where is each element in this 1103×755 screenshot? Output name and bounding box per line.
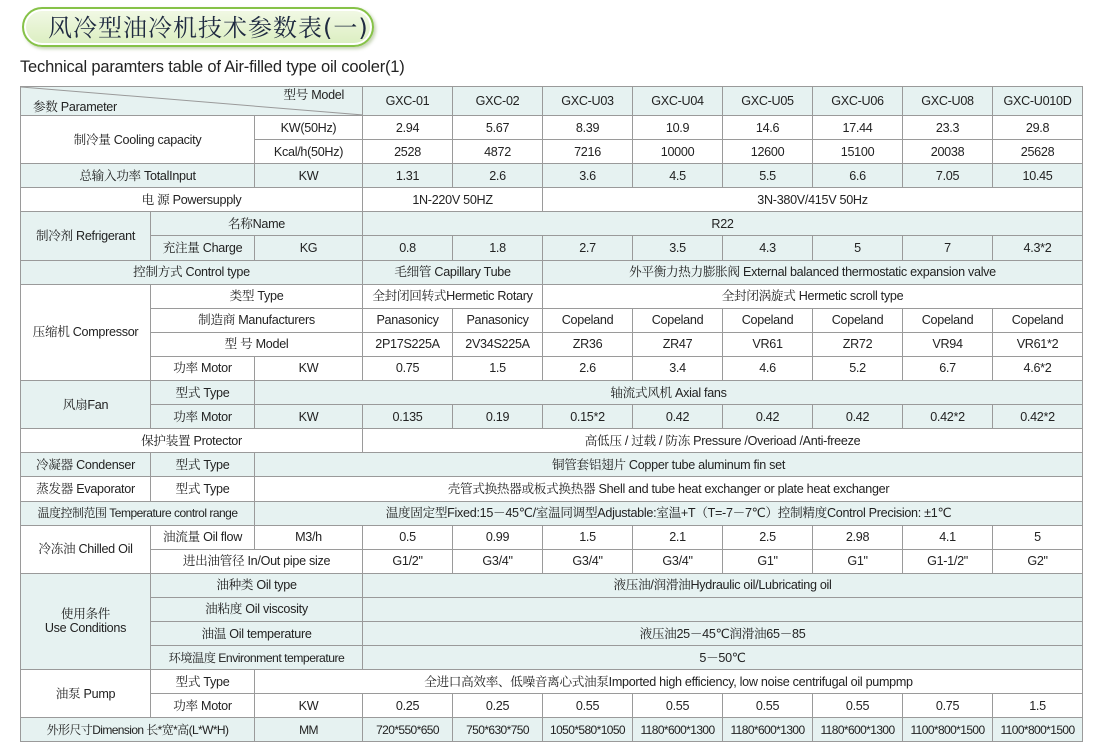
table-row bbox=[21, 501, 1083, 525]
unit-cell: KW(50Hz) bbox=[255, 116, 363, 140]
value-cell: 12600 bbox=[723, 140, 813, 164]
page-subtitle: Technical paramters table of Air-filled type oil cooler(1) bbox=[20, 58, 405, 76]
table-row bbox=[21, 573, 1083, 597]
table-row bbox=[21, 694, 1083, 718]
unit-cell: Kcal/h(50Hz) bbox=[255, 140, 363, 164]
value-cell: 5.67 bbox=[453, 116, 543, 140]
value-cell: 23.3 bbox=[903, 116, 993, 140]
control-valve: 外平衡力热力膨胀阀 External balanced thermostatic expansion valve bbox=[543, 260, 1083, 284]
table-row bbox=[21, 332, 1083, 356]
table-row bbox=[21, 405, 1083, 429]
power-single-phase: 1N-220V 50HZ bbox=[363, 188, 543, 212]
value-cell: 1050*580*1050 bbox=[543, 718, 633, 742]
evaporator-value: 壳管式换热器或板式换热器 Shell and tube heat exchanger or plate heat exchanger bbox=[255, 477, 1083, 501]
table-row bbox=[21, 525, 1083, 549]
pipe-size-label: 进出油管径 In/Out pipe size bbox=[151, 549, 363, 573]
table-row bbox=[21, 453, 1083, 477]
value-cell: 7.05 bbox=[903, 164, 993, 188]
oil-type-label: 油种类 Oil type bbox=[151, 573, 363, 597]
compressor-type-scroll: 全封闭涡旋式 Hermetic scroll type bbox=[543, 284, 1083, 308]
temp-control-value: 温度固定型Fixed:15－45℃/室温同调型Adjustable:室温+T（T=-7－7℃）控制精度Control Precision: ±1℃ bbox=[255, 501, 1083, 525]
fan-label: 风扇Fan bbox=[21, 381, 151, 429]
value-cell: G1" bbox=[723, 549, 813, 573]
spec-table bbox=[20, 86, 1083, 742]
value-cell: Copeland bbox=[813, 308, 903, 332]
refrigerant-name-label: 名称Name bbox=[151, 212, 363, 236]
table-row bbox=[21, 429, 1083, 453]
value-cell: Panasonicy bbox=[363, 308, 453, 332]
table-row bbox=[21, 164, 1083, 188]
value-cell: 0.75 bbox=[903, 694, 993, 718]
value-cell: 1180*600*1300 bbox=[633, 718, 723, 742]
pump-label: 油泵 Pump bbox=[21, 670, 151, 718]
value-cell: 2P17S225A bbox=[363, 332, 453, 356]
table-row bbox=[21, 621, 1083, 645]
unit-cell: KW bbox=[255, 405, 363, 429]
value-cell: 0.5 bbox=[363, 525, 453, 549]
condenser-value: 铜管套铝翅片 Copper tube aluminum fin set bbox=[255, 453, 1083, 477]
value-cell: 0.75 bbox=[363, 356, 453, 380]
table-row bbox=[21, 549, 1083, 573]
header-model: GXC-U06 bbox=[813, 87, 903, 116]
value-cell: 4.3 bbox=[723, 236, 813, 260]
value-cell: 2.5 bbox=[723, 525, 813, 549]
value-cell: 5 bbox=[813, 236, 903, 260]
control-capillary: 毛细管 Capillary Tube bbox=[363, 260, 543, 284]
table-row bbox=[21, 212, 1083, 236]
header-model: GXC-02 bbox=[453, 87, 543, 116]
value-cell: 5 bbox=[993, 525, 1083, 549]
value-cell: G2" bbox=[993, 549, 1083, 573]
value-cell: 5.2 bbox=[813, 356, 903, 380]
charge-label: 充注量 Charge bbox=[151, 236, 255, 260]
value-cell: 0.8 bbox=[363, 236, 453, 260]
value-cell: 2528 bbox=[363, 140, 453, 164]
value-cell: 1180*600*1300 bbox=[723, 718, 813, 742]
value-cell: 720*550*650 bbox=[363, 718, 453, 742]
value-cell: Copeland bbox=[993, 308, 1083, 332]
table-row bbox=[21, 646, 1083, 670]
value-cell: 3.6 bbox=[543, 164, 633, 188]
pump-type-value: 全进口高效率、低噪音离心式油泵Imported high efficiency, low noise centrifugal oil pumpmp bbox=[255, 670, 1083, 694]
value-cell: 0.15*2 bbox=[543, 405, 633, 429]
value-cell: Copeland bbox=[903, 308, 993, 332]
table-row bbox=[21, 356, 1083, 380]
value-cell: Copeland bbox=[633, 308, 723, 332]
use-conditions-label-cn: 使用条件 bbox=[60, 607, 111, 622]
value-cell: G3/4" bbox=[453, 549, 543, 573]
value-cell: 0.25 bbox=[453, 694, 543, 718]
header-model: GXC-U04 bbox=[633, 87, 723, 116]
value-cell: 1.31 bbox=[363, 164, 453, 188]
table-row bbox=[21, 116, 1083, 140]
condenser-type-label: 型式 Type bbox=[151, 453, 255, 477]
condenser-label: 冷凝器 Condenser bbox=[21, 453, 151, 477]
oil-temperature-value: 液压油25－45℃润滑油65－85 bbox=[363, 621, 1083, 645]
value-cell: 25628 bbox=[993, 140, 1083, 164]
table-row bbox=[21, 236, 1083, 260]
value-cell: 4.3*2 bbox=[993, 236, 1083, 260]
value-cell: 0.42*2 bbox=[903, 405, 993, 429]
refrigerant-label: 制冷剂 Refrigerant bbox=[21, 212, 151, 260]
value-cell: 2.6 bbox=[453, 164, 543, 188]
value-cell: 6.7 bbox=[903, 356, 993, 380]
total-input-label: 总输入功率 TotalInput bbox=[21, 164, 255, 188]
fan-type-label: 型式 Type bbox=[151, 381, 255, 405]
value-cell: 3.4 bbox=[633, 356, 723, 380]
value-cell: 1.5 bbox=[543, 525, 633, 549]
compressor-type-rotary: 全封闭回转式Hermetic Rotary bbox=[363, 284, 543, 308]
header-model: GXC-U08 bbox=[903, 87, 993, 116]
compressor-type-label: 类型 Type bbox=[151, 284, 363, 308]
value-cell: 29.8 bbox=[993, 116, 1083, 140]
pump-motor-label: 功率 Motor bbox=[151, 694, 255, 718]
value-cell: 0.55 bbox=[813, 694, 903, 718]
header-diagonal-cell bbox=[21, 87, 363, 116]
oil-temperature-label: 油温 Oil temperature bbox=[151, 621, 363, 645]
value-cell: G1" bbox=[813, 549, 903, 573]
value-cell: ZR72 bbox=[813, 332, 903, 356]
header-model: GXC-01 bbox=[363, 87, 453, 116]
value-cell: G3/4" bbox=[633, 549, 723, 573]
table-row bbox=[21, 477, 1083, 501]
power-supply-label: 电 源 Powersupply bbox=[21, 188, 363, 212]
table-row bbox=[21, 308, 1083, 332]
fan-motor-label: 功率 Motor bbox=[151, 405, 255, 429]
oil-type-value: 液压油/润滑油Hydraulic oil/Lubricating oil bbox=[363, 573, 1083, 597]
environment-temperature-value: 5－50℃ bbox=[363, 646, 1083, 670]
header-row bbox=[21, 87, 1083, 116]
control-type-label: 控制方式 Control type bbox=[21, 260, 363, 284]
value-cell: 4.6*2 bbox=[993, 356, 1083, 380]
header-model: GXC-U05 bbox=[723, 87, 813, 116]
value-cell: 0.25 bbox=[363, 694, 453, 718]
value-cell: 2.1 bbox=[633, 525, 723, 549]
table-row bbox=[21, 718, 1083, 742]
value-cell: 0.135 bbox=[363, 405, 453, 429]
compressor-motor-label: 功率 Motor bbox=[151, 356, 255, 380]
value-cell: 1100*800*1500 bbox=[993, 718, 1083, 742]
value-cell: 1.5 bbox=[453, 356, 543, 380]
value-cell: 0.55 bbox=[543, 694, 633, 718]
value-cell: 14.6 bbox=[723, 116, 813, 140]
table-row bbox=[21, 597, 1083, 621]
value-cell: 2.6 bbox=[543, 356, 633, 380]
value-cell: VR94 bbox=[903, 332, 993, 356]
compressor-label: 压缩机 Compressor bbox=[21, 284, 151, 380]
value-cell: ZR47 bbox=[633, 332, 723, 356]
protector-value: 高低压 / 过载 / 防冻 Pressure /Overioad /Anti-freeze bbox=[363, 429, 1083, 453]
value-cell: Copeland bbox=[723, 308, 813, 332]
title-banner bbox=[22, 7, 374, 47]
unit-cell: KG bbox=[255, 236, 363, 260]
dimension-label: 外形尺寸Dimension 长*宽*高(L*W*H) bbox=[21, 718, 255, 742]
value-cell: 0.99 bbox=[453, 525, 543, 549]
environment-temperature-label: 环境温度 Environment temperature bbox=[151, 646, 363, 670]
value-cell: 7 bbox=[903, 236, 993, 260]
pump-type-label: 型式 Type bbox=[151, 670, 255, 694]
table-row bbox=[21, 284, 1083, 308]
use-conditions-label-en: Use Conditions bbox=[44, 621, 127, 636]
evaporator-label: 蒸发器 Evaporator bbox=[21, 477, 151, 501]
value-cell: 2V34S225A bbox=[453, 332, 543, 356]
unit-cell: MM bbox=[255, 718, 363, 742]
refrigerant-name-value: R22 bbox=[363, 212, 1083, 236]
value-cell: 750*630*750 bbox=[453, 718, 543, 742]
value-cell: 20038 bbox=[903, 140, 993, 164]
value-cell: 1180*600*1300 bbox=[813, 718, 903, 742]
value-cell: 4.1 bbox=[903, 525, 993, 549]
value-cell: 5.5 bbox=[723, 164, 813, 188]
value-cell: Panasonicy bbox=[453, 308, 543, 332]
value-cell: 4.6 bbox=[723, 356, 813, 380]
value-cell: ZR36 bbox=[543, 332, 633, 356]
fan-type-value: 轴流式风机 Axial fans bbox=[255, 381, 1083, 405]
use-conditions-label bbox=[21, 573, 151, 669]
evaporator-type-label: 型式 Type bbox=[151, 477, 255, 501]
oil-flow-label: 油流量 Oil flow bbox=[151, 525, 255, 549]
table-row bbox=[21, 381, 1083, 405]
value-cell: 2.7 bbox=[543, 236, 633, 260]
power-three-phase: 3N-380V/415V 50Hz bbox=[543, 188, 1083, 212]
table-row bbox=[21, 188, 1083, 212]
oil-viscosity-value bbox=[363, 597, 1083, 621]
value-cell: 2.94 bbox=[363, 116, 453, 140]
value-cell: 10000 bbox=[633, 140, 723, 164]
value-cell: 10.9 bbox=[633, 116, 723, 140]
value-cell: VR61*2 bbox=[993, 332, 1083, 356]
page-title: 风冷型油冷机技术参数表(一) bbox=[48, 14, 369, 42]
chilled-oil-label: 冷冻油 Chilled Oil bbox=[21, 525, 151, 573]
header-model: GXC-U03 bbox=[543, 87, 633, 116]
unit-cell: M3/h bbox=[255, 525, 363, 549]
unit-cell: KW bbox=[255, 694, 363, 718]
value-cell: 17.44 bbox=[813, 116, 903, 140]
value-cell: G3/4" bbox=[543, 549, 633, 573]
value-cell: 1.8 bbox=[453, 236, 543, 260]
value-cell: 1100*800*1500 bbox=[903, 718, 993, 742]
value-cell: 0.55 bbox=[633, 694, 723, 718]
value-cell: 8.39 bbox=[543, 116, 633, 140]
header-model-label: 型号 Model bbox=[283, 88, 345, 102]
value-cell: VR61 bbox=[723, 332, 813, 356]
value-cell: 15100 bbox=[813, 140, 903, 164]
temp-control-label: 温度控制范围 Temperature control range bbox=[21, 501, 255, 525]
unit-cell: KW bbox=[255, 164, 363, 188]
value-cell: 6.6 bbox=[813, 164, 903, 188]
table-row bbox=[21, 670, 1083, 694]
value-cell: 0.42 bbox=[723, 405, 813, 429]
value-cell: 0.55 bbox=[723, 694, 813, 718]
unit-cell: KW bbox=[255, 356, 363, 380]
value-cell: 0.42*2 bbox=[993, 405, 1083, 429]
value-cell: 4872 bbox=[453, 140, 543, 164]
value-cell: 1.5 bbox=[993, 694, 1083, 718]
table-row bbox=[21, 260, 1083, 284]
value-cell: G1-1/2" bbox=[903, 549, 993, 573]
cooling-capacity-label: 制冷量 Cooling capacity bbox=[21, 116, 255, 164]
oil-viscosity-label: 油粘度 Oil viscosity bbox=[151, 597, 363, 621]
value-cell: Copeland bbox=[543, 308, 633, 332]
value-cell: G1/2" bbox=[363, 549, 453, 573]
value-cell: 4.5 bbox=[633, 164, 723, 188]
manufacturer-label: 制造商 Manufacturers bbox=[151, 308, 363, 332]
header-model: GXC-U010D bbox=[993, 87, 1083, 116]
protector-label: 保护装置 Protector bbox=[21, 429, 363, 453]
value-cell: 7216 bbox=[543, 140, 633, 164]
value-cell: 0.42 bbox=[633, 405, 723, 429]
compressor-model-label: 型 号 Model bbox=[151, 332, 363, 356]
value-cell: 3.5 bbox=[633, 236, 723, 260]
value-cell: 0.42 bbox=[813, 405, 903, 429]
value-cell: 0.19 bbox=[453, 405, 543, 429]
header-param-label: 参数 Parameter bbox=[33, 100, 117, 114]
value-cell: 2.98 bbox=[813, 525, 903, 549]
value-cell: 10.45 bbox=[993, 164, 1083, 188]
